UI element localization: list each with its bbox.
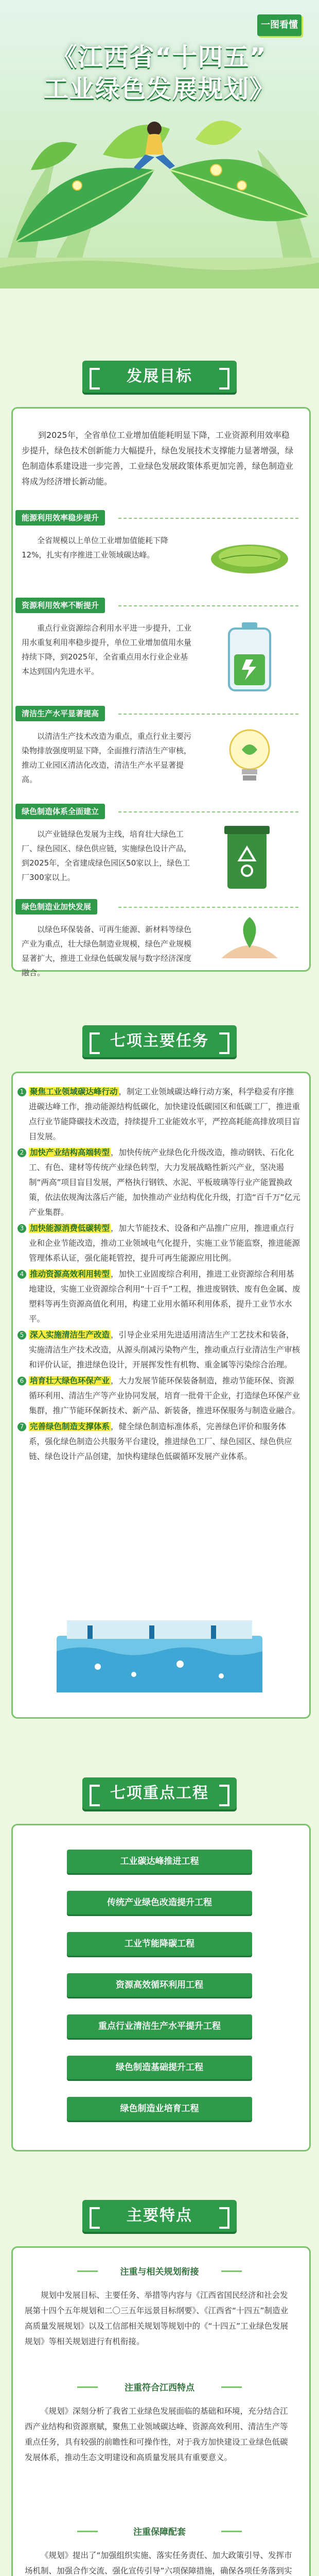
feature-text-1: 规划中发展目标、主要任务、举措等内容与《江西省国民经济和社会发展第十四个五年规划和二〇三五年远景目标纲要》、《江西省“十四五”制造业高质量发展规划》以及工信部相关规划等规划中的《“十四五”工业绿色发展规划》等相关规划进行有机衔接。 [25, 2291, 289, 2346]
task-text: ，健全绿色制造标准体系，完善绿色评价和服务体系，强化绿色制造公共服务平台建设，推进绿色工厂、绿色园区、绿色供应链、绿色设计产品创建，加快构建绿色低碳循环发展产业体系。 [29, 1422, 292, 1461]
task-item-5 [17, 1328, 302, 1372]
feature-title-text: 注重符合江西特点 [125, 2383, 194, 2393]
battery-icon [216, 618, 283, 696]
feature-title-3 [77, 2524, 242, 2537]
goal-tag-4: 绿色制造体系全面建立 [15, 804, 105, 819]
task-highlight: 深入实施清洁生产改造 [30, 1330, 110, 1340]
project-item-5: 重点行业清洁生产水平提升工程 [67, 2014, 252, 2038]
task-number: 6 [17, 1377, 26, 1385]
goal-tag-1: 能源利用效率稳步提升 [15, 510, 105, 526]
task-text: ，加快工业固废综合利用，推进工业资源综合利用基地建设，实施工业资源综合利用“十百千”工程，推进废钢铁、废有色金属、废塑料等再生资源高值化利用，构建工业用水循环利用体系，提升工业节水水平。 [29, 1269, 300, 1324]
feature-title-2 [77, 2380, 242, 2393]
feature-title-text: 注重与相关规划衔接 [120, 2267, 199, 2277]
project-item-7: 绿色制造业培育工程 [67, 2097, 252, 2121]
section-title-goals: 发展目标 [127, 367, 192, 385]
section-header-goals [82, 361, 237, 393]
goal-divider-5 [118, 907, 298, 908]
feature-title-1 [77, 2264, 242, 2277]
title-line-2: 工业绿色发展规划》 [43, 75, 275, 104]
feature-text-2: 《规划》深刻分析了我省工业绿色发展面临的基础和环境，充分结合江西产业结构和资源禀赋，聚焦工业领域碳达峰、资源高效利用、清洁生产等重点任务，具有较强的前瞻性和可操作性，对于我方加快建设工业绿色低碳发展体系，推动生态文明建设和高质量发展具有重要意义。 [25, 2406, 288, 2462]
feature-text-3: 《规划》提出了“加强组织实施、落实任务责任、加大政策引导、发挥市场机制、加强合作交流、强化宣传引导”六项保障措施，确保各项任务落到实 [25, 2551, 292, 2575]
goal-tag-2: 资源利用效率不断提升 [15, 598, 105, 613]
title-line-1: 《江西省“十四五” [52, 43, 267, 72]
goal-divider-2 [118, 605, 298, 606]
task-text: ，加大节能技术、设备和产品推广应用，推进重点行业和企业节能改造，推动工业领域电气化提升，实施工业节能监察，推进能源管理体系认证，强化能耗管控，提升可再生能源应用比例。 [29, 1224, 300, 1263]
task-number: 4 [17, 1270, 26, 1279]
section-title-projects: 七项重点工程 [110, 1784, 209, 1802]
section-title-tasks: 七项主要任务 [110, 1032, 209, 1050]
task-number: 2 [17, 1148, 26, 1157]
task-item-4 [17, 1267, 302, 1327]
goal-text-3: 以清洁生产技术改造为重点，重点行业主要污染物排放强度明显下降，全面推行清洁生产审核，推动工业园区清洁化改造，清洁生产水平显著提高。 [22, 732, 192, 784]
leaf-icon [206, 531, 293, 582]
goals-intro: 到2025年，全省单位工业增加值能耗明显下降，工业资源利用效率稳步提升，绿色技术创新能力大幅提升，绿色发展技术支撑能力显著增强，绿色制造体系建设进一步完善，工业绿色发展政策体系更加完善，绿色制造业将成为经济增长新动能。 [22, 430, 294, 486]
task-text: ，大力发展节能环保装备制造，推动节能环保、资源循环利用、清洁生产等产业协同发展，培育一批骨干企业，打造绿色环保产业集群，推广节能环保新技术、新产品、新装备，推进环保服务与制造业融合。 [29, 1376, 300, 1415]
badge-yitu: 一图看懂 [257, 14, 302, 36]
goal-tag-3: 清洁生产水平显著提高 [15, 706, 105, 721]
task-list [17, 1084, 302, 1465]
task-item-6 [17, 1374, 302, 1418]
task-highlight: 培育壮大绿色环保产业 [30, 1376, 110, 1385]
light-bulb-icon [221, 724, 278, 791]
task-text: ，加快传统产业绿色化升级改造，推动钢铁、石化化工、有色、建材等传统产业绿色转型，大力发展战略性新兴产业，坚决遏制“两高”项目盲目发展，严格执行钢铁、水泥、平板玻璃等行业产能置换政策，依法依规淘汰落后产能，加快推动产业结构优化升级，打造“百千万”亿元产业集群。 [29, 1148, 300, 1217]
task-highlight: 聚焦工业领域碳达峰行动 [30, 1087, 118, 1096]
project-item-2: 传统产业绿色改造提升工程 [67, 1891, 252, 1914]
goal-divider-1 [118, 518, 298, 519]
project-item-4: 资源高效循环利用工程 [67, 1973, 252, 1997]
goal-text-1: 全省规模以上单位工业增加值能耗下降12%，扎实有序推进工业领域碳达峰。 [22, 536, 169, 560]
section-header-projects [82, 1777, 237, 1809]
hero-banner [0, 0, 319, 289]
water-purification-illustration [57, 1615, 262, 1698]
section-header-tasks [82, 1025, 237, 1057]
goal-tag-5: 绿色制造业加快发展 [15, 899, 97, 914]
task-item-2 [17, 1145, 302, 1220]
section-header-features [82, 2200, 237, 2232]
feature-title-text: 注重保障配套 [133, 2527, 186, 2537]
task-item-3 [17, 1221, 302, 1266]
project-item-1: 工业碳达峰推进工程 [67, 1850, 252, 1873]
task-highlight: 推动资源高效利用转型 [30, 1269, 110, 1279]
goal-text-4: 以产业链绿色发展为主线，培育壮大绿色工厂、绿色园区、绿色供应链，实施绿色设计产品，到2025年，全省建成绿色园区50家以上，绿色工厂300家以上。 [22, 829, 192, 882]
goal-text-5: 以绿色环保装备、可再生能源、新材料等绿色产业为重点，壮大绿色制造业规模，绿色产业规模显著扩大，推进工业绿色低碳发展与数字经济深度融合。 [22, 925, 192, 977]
task-highlight: 完善绿色制造支撑体系 [30, 1422, 110, 1431]
task-item-7 [17, 1419, 302, 1464]
goal-divider-4 [118, 811, 298, 812]
section-title-features: 主要特点 [127, 2207, 192, 2225]
page-title [0, 41, 319, 105]
project-item-3: 工业节能降碳工程 [67, 1932, 252, 1956]
task-highlight: 加快能源消费低碳转型 [30, 1224, 110, 1233]
task-text: ，制定工业领域碳达峰行动方案，科学稳妥有序推进碳达峰工作，推动能源结构低碳化，加快建设低碳园区和低碳工厂，推进重点行业节能降碳技术改造，持续提升工业能效水平，严控高耗能高排放项目盲目发展。 [29, 1087, 300, 1141]
recycle-bin-icon [216, 817, 278, 894]
goal-text-2: 重点行业资源综合利用水平进一步提升，工业用水重复利用率稳步提升，单位工业增加值用水量持续下降，到2025年，全省重点用水行业企业基本达到国内先进水平。 [22, 623, 192, 676]
project-item-6: 绿色制造基础提升工程 [67, 2056, 252, 2079]
task-number: 5 [17, 1331, 26, 1340]
task-item-1 [17, 1084, 302, 1144]
hands-leaf-icon [211, 912, 288, 969]
task-number: 3 [17, 1224, 26, 1233]
task-highlight: 加快产业结构高端转型 [30, 1148, 110, 1157]
task-number: 7 [17, 1422, 26, 1431]
goal-divider-3 [118, 714, 298, 715]
task-text: ，引导企业采用先进适用清洁生产工艺技术和装备，实施清洁生产技术改造，从源头削减污染物产生，推动重点行业清洁生产审核和评价认证，推进绿色设计，开展挥发性有机物、重金属等污染综合治理。 [29, 1330, 300, 1369]
task-number: 1 [17, 1088, 26, 1096]
